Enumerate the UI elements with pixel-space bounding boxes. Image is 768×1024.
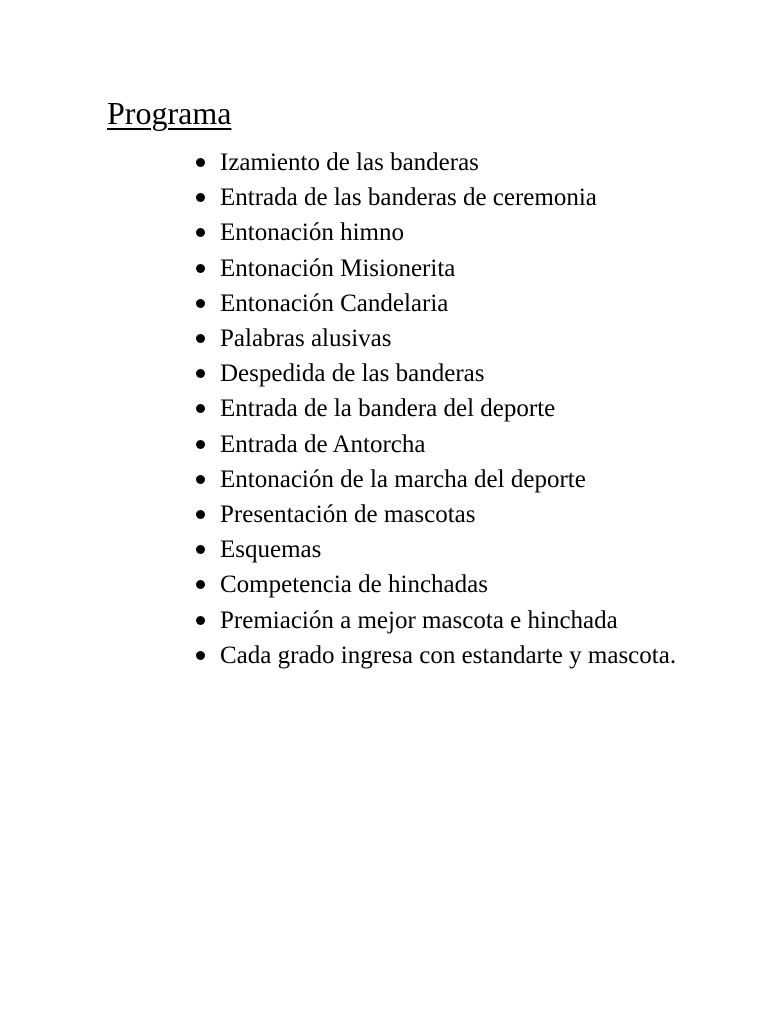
list-item — [0, 356, 680, 391]
bullet-icon — [196, 545, 205, 554]
bullet-icon — [196, 580, 205, 589]
list-item-text: Presentación de mascotas — [220, 501, 476, 529]
program-list — [0, 145, 700, 673]
bullet-icon — [196, 404, 205, 413]
list-item — [0, 321, 680, 356]
list-item — [0, 462, 680, 497]
list-item-text: Izamiento de las banderas — [220, 149, 479, 176]
list-item — [0, 391, 680, 426]
list-item — [0, 532, 680, 567]
bullet-icon — [196, 264, 205, 273]
list-item-text: Competencia de hinchadas — [220, 571, 488, 599]
list-item-text: Entrada de las banderas de ceremonia — [220, 184, 597, 212]
bullet-icon — [196, 334, 205, 343]
list-item-text: Palabras alusivas — [220, 325, 392, 353]
bullet-icon — [196, 228, 205, 237]
list-item — [0, 180, 680, 215]
bullet-icon — [196, 369, 205, 378]
list-item — [0, 567, 680, 602]
list-item-text: Entonación Candelaria — [220, 289, 449, 317]
bullet-icon — [196, 440, 205, 449]
bullet-icon — [196, 158, 205, 167]
bullet-icon — [196, 193, 205, 202]
bullet-icon — [196, 299, 205, 308]
list-item — [0, 251, 680, 286]
list-item — [0, 638, 680, 673]
page-title: Programa — [107, 95, 232, 131]
list-item-text: Entrada de la bandera del deporte — [220, 395, 556, 423]
list-item-text: Entonación Misionerita — [220, 254, 456, 282]
list-item — [0, 427, 680, 462]
list-item-text: Esquemas — [220, 536, 322, 564]
list-item — [0, 286, 680, 321]
list-item-text: Despedida de las banderas — [220, 360, 485, 388]
bullet-icon — [196, 475, 205, 484]
list-item — [0, 145, 680, 180]
list-item-text: Entonación himno — [220, 219, 404, 247]
list-item — [0, 215, 680, 250]
bullet-icon — [196, 651, 205, 660]
bullet-icon — [196, 616, 205, 625]
list-item-text: Cada grado ingresa con estandarte y mascota. — [220, 641, 677, 669]
list-item-text: Premiación a mejor mascota e hinchada — [220, 606, 618, 634]
list-item — [0, 603, 680, 638]
list-item — [0, 497, 680, 532]
list-item-text: Entonación de la marcha del deporte — [220, 465, 586, 493]
list-item-text: Entrada de Antorcha — [220, 430, 426, 458]
bullet-icon — [196, 510, 205, 519]
